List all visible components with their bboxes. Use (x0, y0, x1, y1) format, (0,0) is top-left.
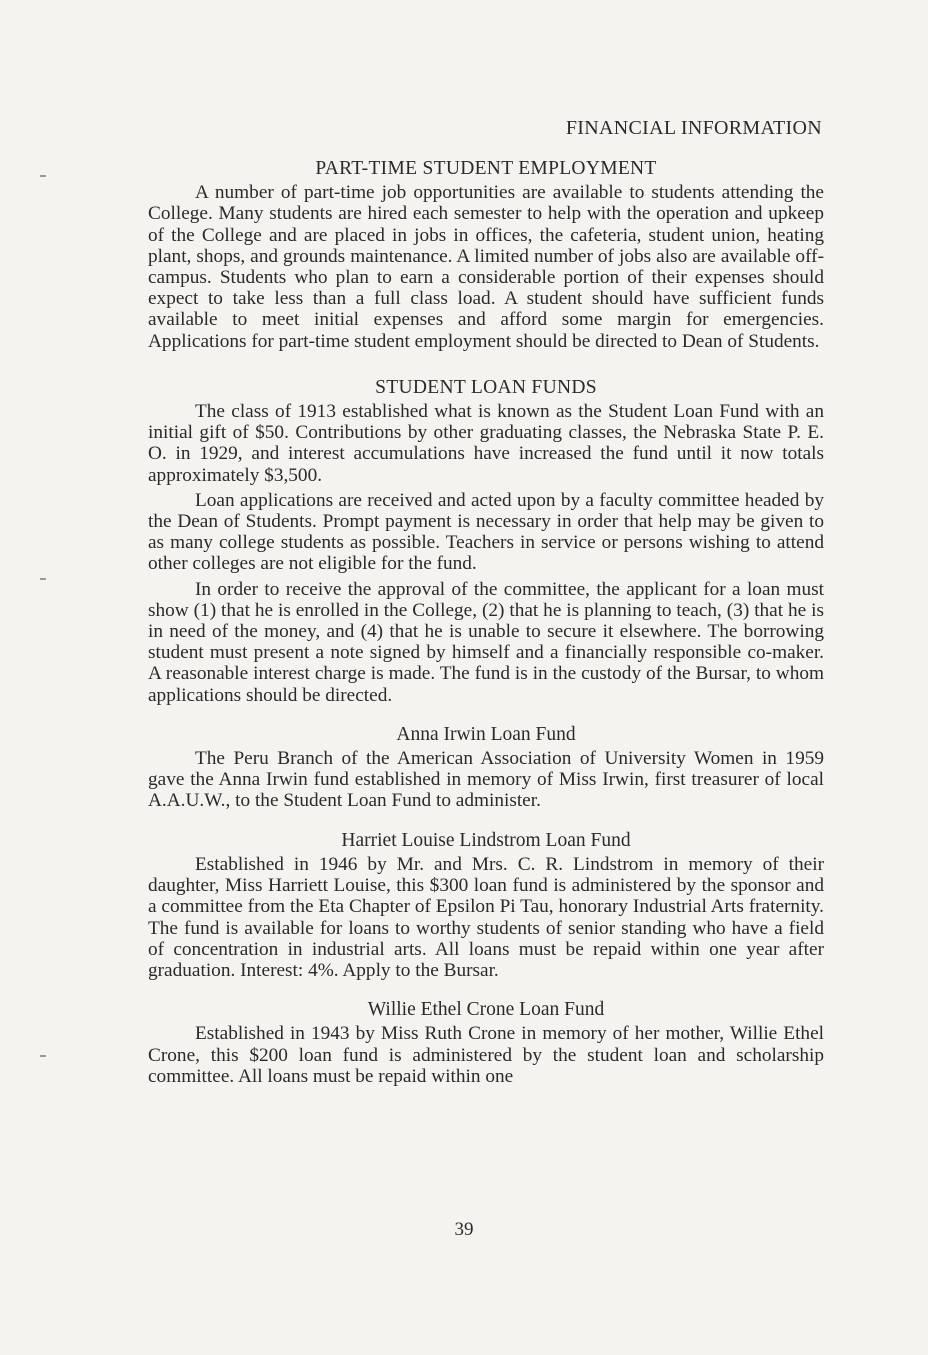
section-heading: PART-TIME STUDENT EMPLOYMENT (315, 158, 657, 179)
section-part-time-employment (148, 158, 824, 352)
page-body (148, 158, 824, 1091)
paragraph: Established in 1943 by Miss Ruth Crone in memory of her mother, Willie Ethel Crone, this $200 loan fund is administered by the student loan and scholarship committee. All loans must be repaid within one (148, 1023, 824, 1087)
subsection-heading: Harriet Louise Lindstrom Loan Fund (341, 829, 631, 851)
section-lindstrom-fund (148, 830, 824, 981)
section-student-loan-funds (148, 377, 824, 706)
paragraph: The class of 1913 established what is known as the Student Loan Fund with an initial gift of $50. Contributions by other graduating classes, the Nebraska State P. E. O. in 1929, and interest accumulations have increased the fund until it now totals approximately $3,500. (148, 401, 824, 486)
section-heading: STUDENT LOAN FUNDS (375, 376, 597, 398)
paragraph: The Peru Branch of the American Association of University Women in 1959 gave the Anna Irwin fund established in memory of Miss Irwin, first treasurer of local A.A.U.W., to the Student Loan Fund to administer. (148, 748, 824, 812)
section-crone-fund (148, 999, 824, 1087)
edge-mark (40, 1055, 46, 1057)
edge-mark (40, 175, 46, 177)
running-head: FINANCIAL INFORMATION (565, 117, 822, 139)
section-anna-irwin-fund (148, 724, 824, 812)
paragraph: A number of part-time job opportunities are available to students attending the College. Many students are hired each semester to help with the operation and upkeep of the College and are placed in jobs in offices, the cafeteria, student union, heating plant, shops, and grounds maintenance. A limited number of jobs also are available off-campus. Students who plan to earn a considerable portion of their expenses should expect to take less than a full class load. A student should have sufficient funds available to meet initial expenses and afford some margin for emergencies. Applications for part-time student employment should be directed to Dean of Students. (148, 182, 824, 352)
paragraph: Established in 1946 by Mr. and Mrs. C. R. Lindstrom in memory of their daughter, Miss Harriett Louise, this $300 loan fund is administered by the sponsor and a committee from the Eta Chapter of Epsilon Pi Tau, honorary Industrial Arts fraternity. The fund is available for loans to worthy students of senior standing who have a field of concentration in industrial arts. All loans must be repaid within one year after graduation. Interest: 4%. Apply to the Bursar. (148, 853, 824, 981)
edge-mark (40, 578, 46, 580)
subsection-heading: Anna Irwin Loan Fund (396, 723, 576, 745)
paragraph: In order to receive the approval of the committee, the applicant for a loan must show (1) that he is enrolled in the College, (2) that he is planning to teach, (3) that he is in need of the money, and (4) that he is unable to secure it elsewhere. The borrowing student must present a note signed by himself and a financially responsible co-maker. A reasonable interest charge is made. The fund is in the custody of the Bursar, to whom applications should be directed. (148, 578, 824, 706)
subsection-heading: Willie Ethel Crone Loan Fund (367, 999, 605, 1021)
paragraph: Loan applications are received and acted upon by a faculty committee headed by the Dean of Students. Prompt payment is necessary in order that help may be given to as many college students as possible. Teachers in service or persons wishing to attend other colleges are not eligible for the fund. (148, 489, 824, 575)
page-number: 39 (454, 1219, 474, 1240)
